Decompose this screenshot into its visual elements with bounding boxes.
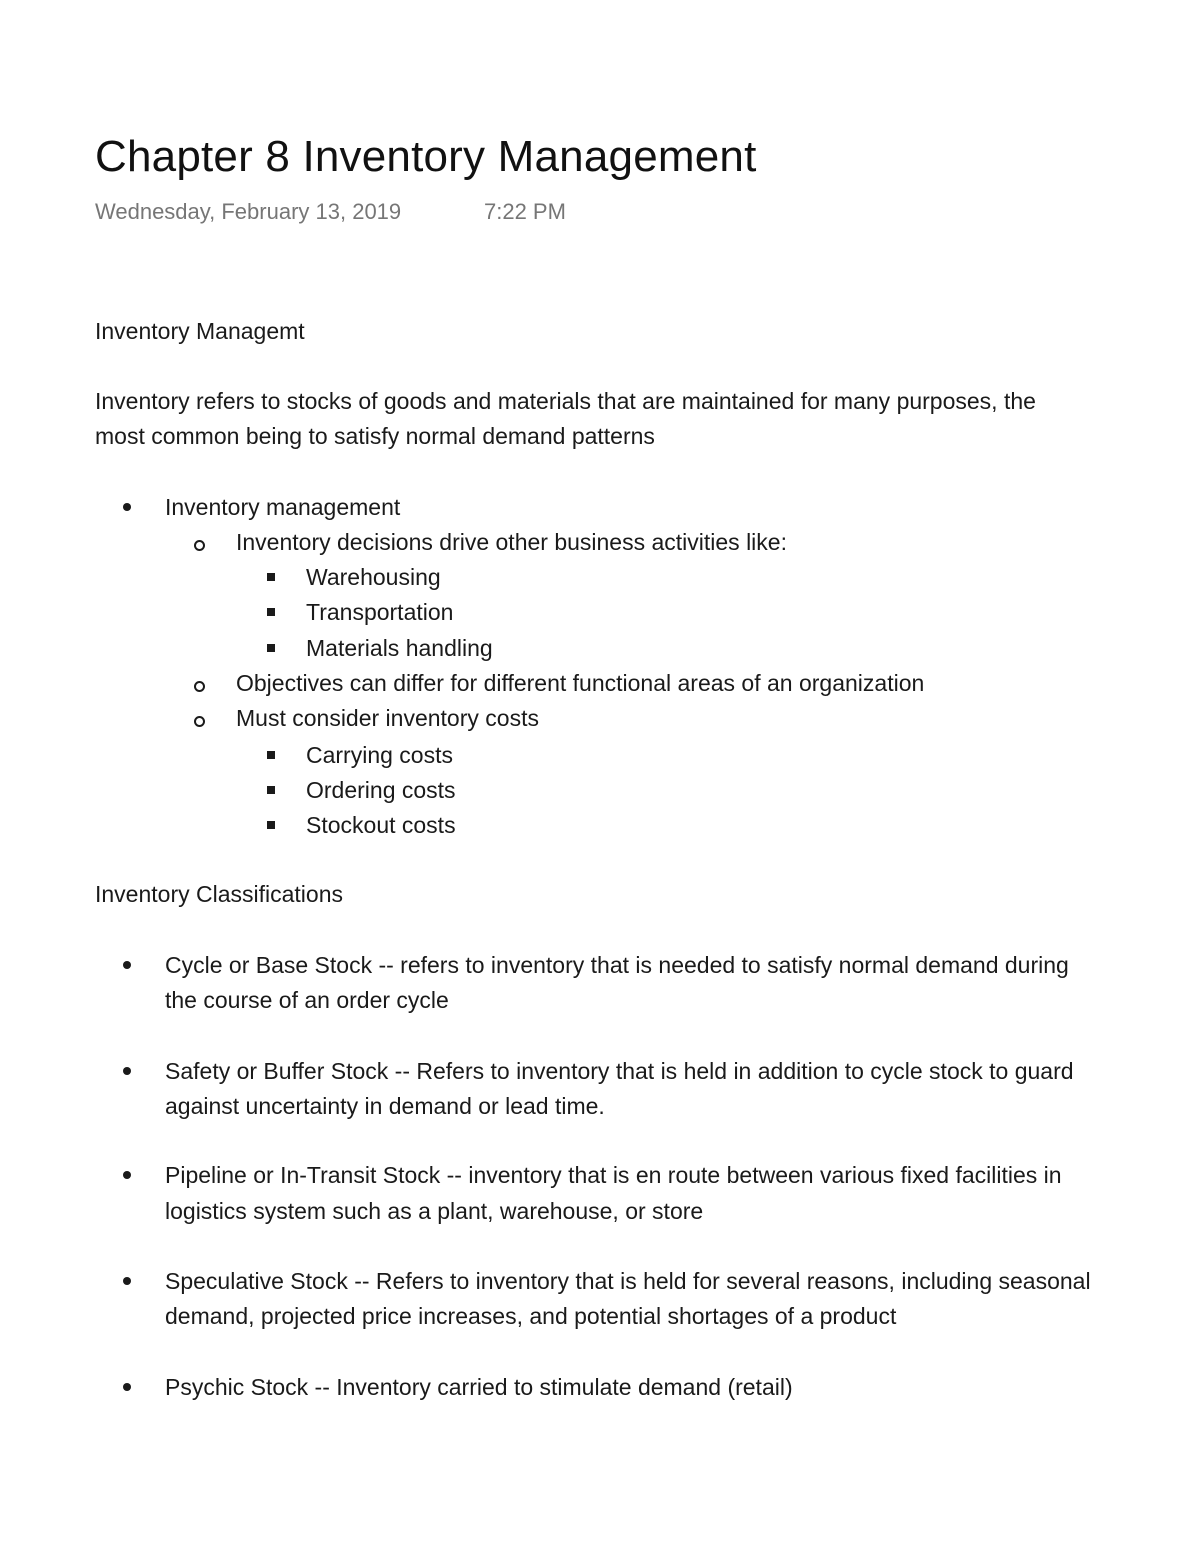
- list-item-inventory-costs: Must consider inventory costs: [236, 705, 539, 731]
- disc-bullet-icon: [123, 948, 135, 983]
- list-item-cycle-stock-line-1: Cycle or Base Stock -- refers to inventory that is needed to satisfy normal demand during: [165, 952, 1069, 978]
- square-bullet-icon: [267, 560, 279, 595]
- page-title: Chapter 8 Inventory Management: [95, 132, 757, 181]
- list-item-cycle-stock-line-2: the course of an order cycle: [165, 987, 449, 1013]
- page-metadata: [95, 199, 566, 225]
- disc-bullet-icon: [123, 1264, 135, 1299]
- list-item-materials-handling: Materials handling: [306, 635, 493, 661]
- disc-bullet-icon: [123, 1158, 135, 1193]
- list-item-speculative-stock-line-1: Speculative Stock -- Refers to inventory that is held for several reasons, including seasonal: [165, 1268, 1091, 1294]
- circle-bullet-icon: [194, 666, 206, 701]
- definition-paragraph-line-1: Inventory refers to stocks of goods and materials that are maintained for many purposes, the: [95, 388, 1036, 414]
- square-bullet-icon: [267, 595, 279, 630]
- square-bullet-icon: [267, 738, 279, 773]
- disc-bullet-icon: [123, 490, 135, 525]
- circle-bullet-icon: [194, 701, 206, 736]
- section-heading-inventory-classifications: Inventory Classifications: [95, 881, 343, 907]
- list-item-inventory-management: Inventory management: [165, 494, 401, 520]
- list-item-carrying-costs: Carrying costs: [306, 742, 453, 768]
- definition-paragraph-line-2: most common being to satisfy normal demand patterns: [95, 423, 655, 449]
- list-item-inventory-decisions: Inventory decisions drive other business activities like:: [236, 529, 787, 555]
- list-item-warehousing: Warehousing: [306, 564, 441, 590]
- list-item-ordering-costs: Ordering costs: [306, 777, 456, 803]
- list-item-pipeline-stock-line-2: logistics system such as a plant, warehouse, or store: [165, 1198, 704, 1224]
- list-item-safety-stock-line-1: Safety or Buffer Stock -- Refers to inventory that is held in addition to cycle stock to guard: [165, 1058, 1074, 1084]
- page-time: 7:22 PM: [484, 199, 566, 224]
- disc-bullet-icon: [123, 1054, 135, 1089]
- list-item-safety-stock-line-2: against uncertainty in demand or lead time.: [165, 1093, 605, 1119]
- square-bullet-icon: [267, 773, 279, 808]
- circle-bullet-icon: [194, 525, 206, 560]
- section-heading-inventory-management: Inventory Managemt: [95, 318, 305, 344]
- list-item-stockout-costs: Stockout costs: [306, 812, 456, 838]
- square-bullet-icon: [267, 631, 279, 666]
- list-item-pipeline-stock-line-1: Pipeline or In-Transit Stock -- inventory that is en route between various fixed facilities in: [165, 1162, 1062, 1188]
- page-date: Wednesday, February 13, 2019: [95, 199, 402, 224]
- disc-bullet-icon: [123, 1370, 135, 1405]
- list-item-objectives: Objectives can differ for different functional areas of an organization: [236, 670, 925, 696]
- list-item-transportation: Transportation: [306, 599, 454, 625]
- list-item-psychic-stock: Psychic Stock -- Inventory carried to stimulate demand (retail): [165, 1374, 793, 1400]
- list-item-speculative-stock-line-2: demand, projected price increases, and potential shortages of a product: [165, 1303, 897, 1329]
- square-bullet-icon: [267, 808, 279, 843]
